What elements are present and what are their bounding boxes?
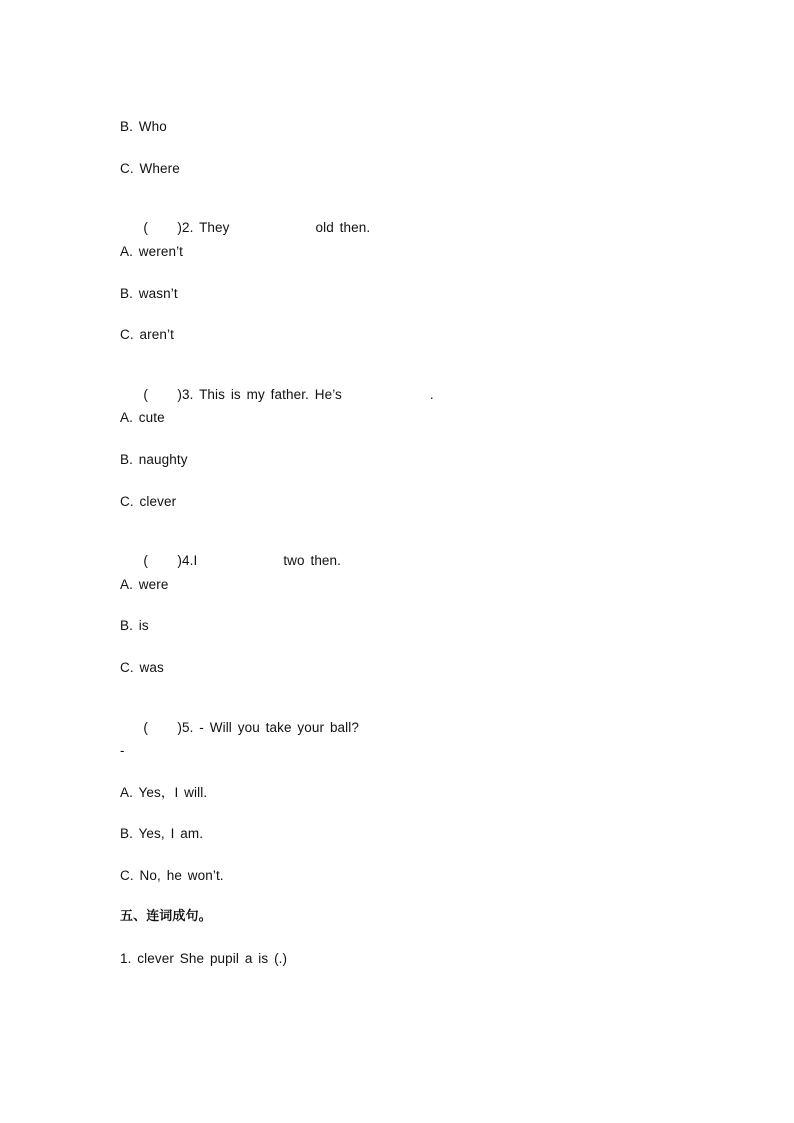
option-b-yes-i-am: B. Yes, I am. [120, 826, 204, 841]
option-b-wasnt: B. wasn’t [120, 286, 178, 301]
question-5-stem: )5. - Will you take your ball? [177, 720, 359, 735]
question-4-tail: two then. [283, 553, 341, 568]
answer-paren: ( [143, 220, 149, 235]
answer-paren: ( [143, 387, 149, 402]
answer-dash: - [120, 743, 125, 758]
question-2-tail: old then. [315, 220, 371, 235]
question-3-stem: )3. This is my father. He’s [177, 387, 342, 402]
option-c-arent: C. aren’t [120, 327, 174, 342]
option-b-who: B. Who [120, 119, 167, 134]
option-b-is: B. is [120, 618, 149, 633]
question-3-tail: . [429, 387, 434, 402]
section-heading: 五、连词成句。 [120, 909, 212, 924]
answer-paren: ( [143, 720, 149, 735]
option-c-was: C. was [120, 660, 164, 675]
question-2-stem: )2. They [177, 220, 230, 235]
question-3 [120, 368, 434, 422]
option-a-cute: A. cute [120, 410, 165, 425]
option-c-clever: C. clever [120, 494, 177, 509]
sentence-item-1: 1. clever She pupil a is (.) [120, 951, 288, 966]
option-c-no-he-wont: C. No, he won’t. [120, 868, 224, 883]
answer-paren: ( [143, 553, 149, 568]
question-5 [120, 701, 359, 755]
option-a-werent: A. weren’t [120, 244, 184, 259]
option-b-naughty: B. naughty [120, 452, 188, 467]
option-c-where: C. Where [120, 161, 180, 176]
question-4-stem: )4.I [177, 553, 198, 568]
option-a-yes-i-will: A. Yes，I will. [120, 785, 208, 800]
option-a-were: A. were [120, 577, 169, 592]
